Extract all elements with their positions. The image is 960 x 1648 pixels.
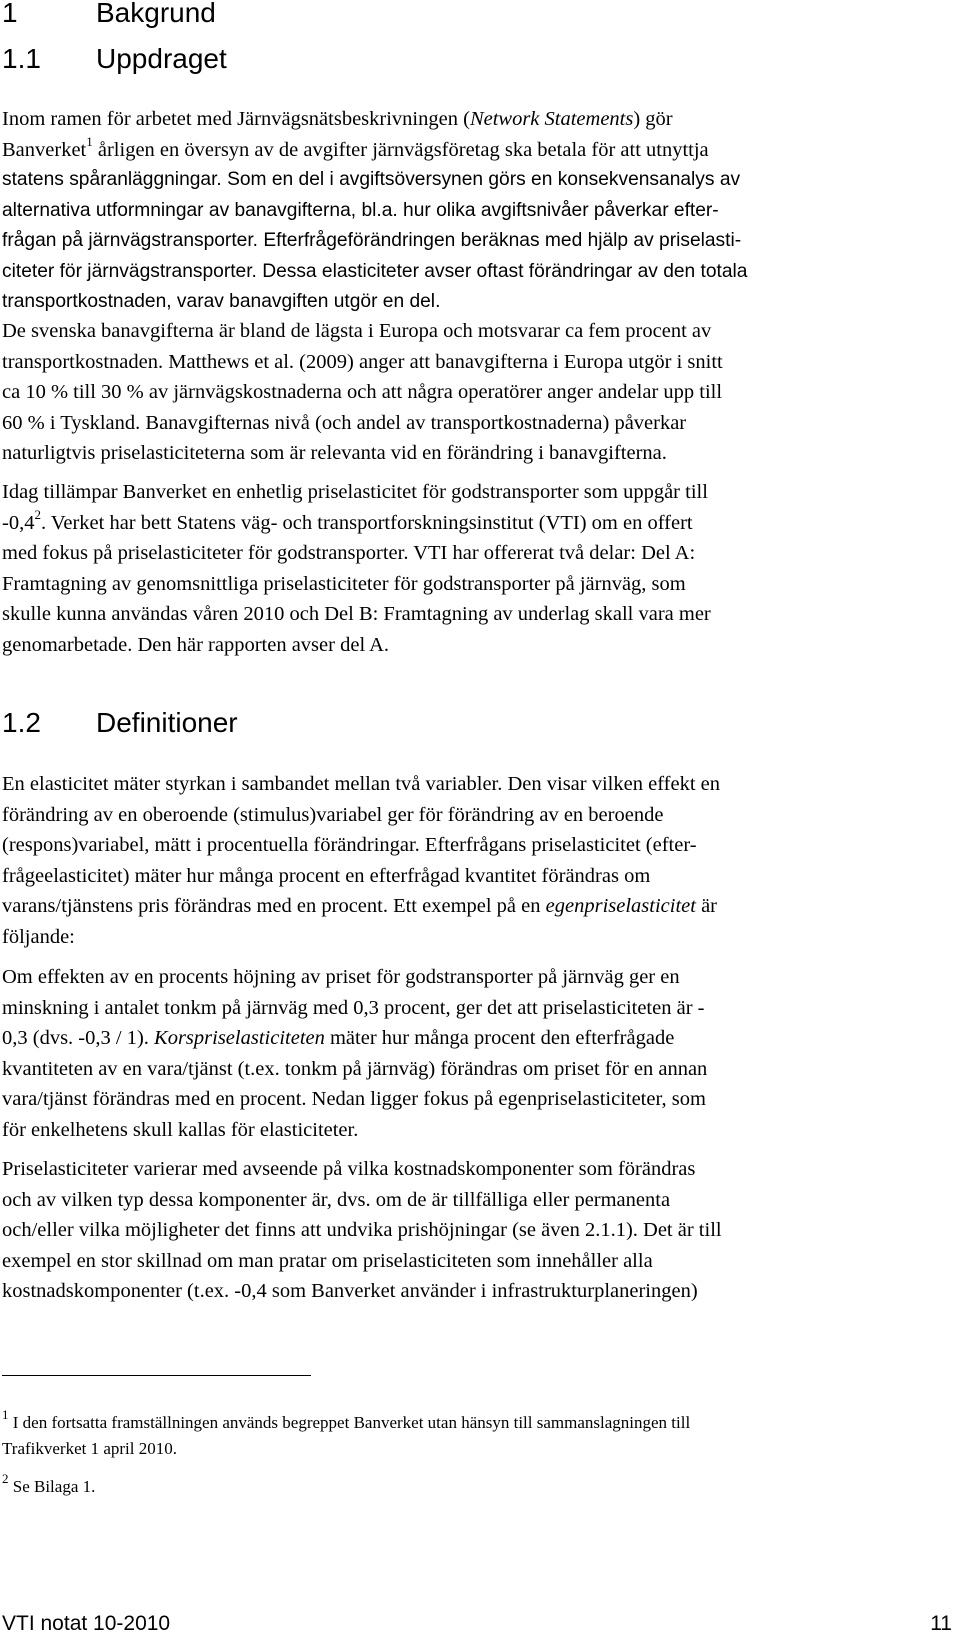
text-line: (respons)variabel, mätt i procentuella förändringar. Efterfrågans priselasticitet (efter-: [2, 834, 697, 856]
text-line: 60 % i Tyskland. Banavgifternas nivå (och andel av transportkostnaderna) påverkar: [2, 411, 687, 434]
footnote-2: [2, 1471, 96, 1500]
text-run: ) gör: [633, 108, 673, 130]
section-number: 1.2: [2, 707, 41, 738]
text-line: frågeelasticitet) mäter hur många procent en efterfrågad kvantitet förändras om: [2, 864, 651, 887]
text-line: Framtagning av genomsnittliga priselasticiteter för godstransporter på järnväg, som: [2, 572, 686, 595]
paragraph-definitioner-2: [2, 962, 922, 1145]
footnote-text: Trafikverket 1 april 2010.: [2, 1439, 178, 1458]
text-line: naturligtvis priselasticiteterna som är relevanta vid en förändring i banavgifterna.: [2, 442, 667, 464]
text-line: genomarbetade. Den här rapporten avser del A.: [2, 633, 390, 656]
text-line: Om effekten av en procents höjning av priset för godstransporter på järnväg ger en: [2, 966, 680, 988]
paragraph-uppdraget-1: [2, 104, 922, 318]
text-line: exempel en stor skillnad om man pratar om priselasticiteten som innehåller alla: [2, 1249, 653, 1272]
text-line: för enkelhetens skull kallas för elasticiteter.: [2, 1118, 359, 1141]
footnote-text: I den fortsatta framställningen används begreppet Banverket utan hänsyn till sammanslagningen till: [8, 1413, 691, 1432]
text-run: -0,4: [2, 511, 35, 534]
text-line: kvantiteten av en vara/tjänst (t.ex. tonkm på järnväg) förändras om priset för en annan: [2, 1057, 708, 1080]
text-line: transportkostnaden, varav banavgiften utgör en del.: [2, 291, 441, 312]
paragraph-definitioner-3: [2, 1154, 922, 1307]
chapter-title: Bakgrund: [96, 0, 216, 28]
text-line: skulle kunna användas våren 2010 och Del B: Framtagning av underlag skall vara mer: [2, 603, 711, 625]
paragraph-definitioner-1: [2, 769, 922, 952]
section-title: Uppdraget: [96, 43, 227, 74]
text-line: med fokus på priselasticiteter för godstransporter. VTI har offererat två delar: Del A:: [2, 542, 696, 564]
footnote-text: Se Bilaga 1.: [8, 1477, 96, 1496]
text-line: följande:: [2, 925, 75, 948]
text-line: och av vilken typ dessa komponenter är, dvs. om de är tillfälliga eller permanenta: [2, 1188, 671, 1211]
text-run: Inom ramen för arbetet med Järnvägsnätsbeskrivningen (: [2, 108, 470, 130]
paragraph-uppdraget-3: [2, 477, 922, 660]
text-run: . Verket har bett Statens väg- och transportforskningsinstitut (VTI) om en offert: [40, 511, 693, 534]
text-line: minskning i antalet tonkm på järnväg med 0,3 procent, ger det att priselasticiteten är -: [2, 996, 705, 1019]
footnote-ref-1[interactable]: 1: [86, 133, 93, 149]
italic-term: Korspriselasticiteten: [154, 1027, 325, 1049]
text-line: Priselasticiteter varierar med avseende på vilka kostnadskomponenter som förändras: [2, 1158, 696, 1180]
text-run: 0,3 (dvs. -0,3 / 1).: [2, 1027, 155, 1049]
footnote-mark: 1: [2, 1407, 9, 1423]
footnote-ref-2[interactable]: 2: [34, 506, 41, 522]
page-number: 11: [930, 1612, 952, 1635]
text-run: är: [695, 895, 717, 917]
text-line: förändring av en oberoende (stimulus)variabel ger för förändring av en beroende: [2, 803, 664, 826]
italic-term: Network Statements: [469, 108, 634, 130]
text-run: mäter hur många procent den efterfrågade: [324, 1027, 675, 1049]
text-run: årligen en översyn av de avgifter järnvägsföretag ska betala för att utnyttja: [92, 138, 709, 161]
text-line: En elasticitet mäter styrkan i sambandet mellan två variabler. Den visar vilken effekt en: [2, 773, 721, 795]
text-line: frågan på järnvägstransporter. Efterfrågeförändringen beräknas med hjälp av priselasti-: [2, 230, 742, 251]
text-line: transportkostnaden. Matthews et al. (2009) anger att banavgifterna i Europa utgör i snitt: [2, 350, 723, 373]
italic-term: egenpriselasticitet: [545, 895, 696, 917]
footer-report-id: VTI notat 10-2010: [2, 1612, 171, 1635]
text-line: vara/tjänst förändras med en procent. Nedan ligger fokus på egenpriselasticiteter, som: [2, 1088, 706, 1110]
footnote-mark: 2: [2, 1471, 9, 1487]
text-line: ca 10 % till 30 % av järnvägskostnaderna och att några operatörer anger andelar upp till: [2, 381, 723, 403]
section-heading-1-1: [2, 42, 227, 76]
text-line: statens spåranläggningar. Som en del i avgiftsöversynen görs en konsekvensanalys av: [2, 169, 741, 190]
text-line: De svenska banavgifterna är bland de lägsta i Europa och motsvarar ca fem procent av: [2, 320, 712, 342]
text-line: citeter för järnvägstransporter. Dessa elasticiteter avser oftast förändringar av den totala: [2, 260, 748, 282]
text-run: varans/tjänstens pris förändras med en procent. Ett exempel på en: [2, 895, 546, 917]
chapter-heading: [2, 0, 216, 30]
section-number: 1.1: [2, 43, 41, 74]
chapter-number: 1: [2, 0, 18, 28]
section-heading-1-2: [2, 706, 238, 740]
text-line: och/eller vilka möjligheter det finns att undvika prishöjningar (se även 2.1.1). Det är till: [2, 1219, 722, 1241]
footnote-1-continuation: [2, 1436, 177, 1462]
text-line: alternativa utformningar av banavgifterna, bl.a. hur olika avgiftsnivåer påverkar efter-: [2, 199, 719, 221]
paragraph-uppdraget-2: [2, 316, 922, 469]
footnote-separator: [2, 1375, 311, 1376]
footnote-1: [2, 1407, 691, 1436]
text-line: Idag tillämpar Banverket en enhetlig priselasticitet för godstransporter som uppgår till: [2, 481, 708, 503]
text-line: kostnadskomponenter (t.ex. -0,4 som Banverket använder i infrastrukturplaneringen): [2, 1280, 698, 1302]
text-run: Banverket: [2, 138, 87, 161]
section-title: Definitioner: [96, 707, 238, 738]
